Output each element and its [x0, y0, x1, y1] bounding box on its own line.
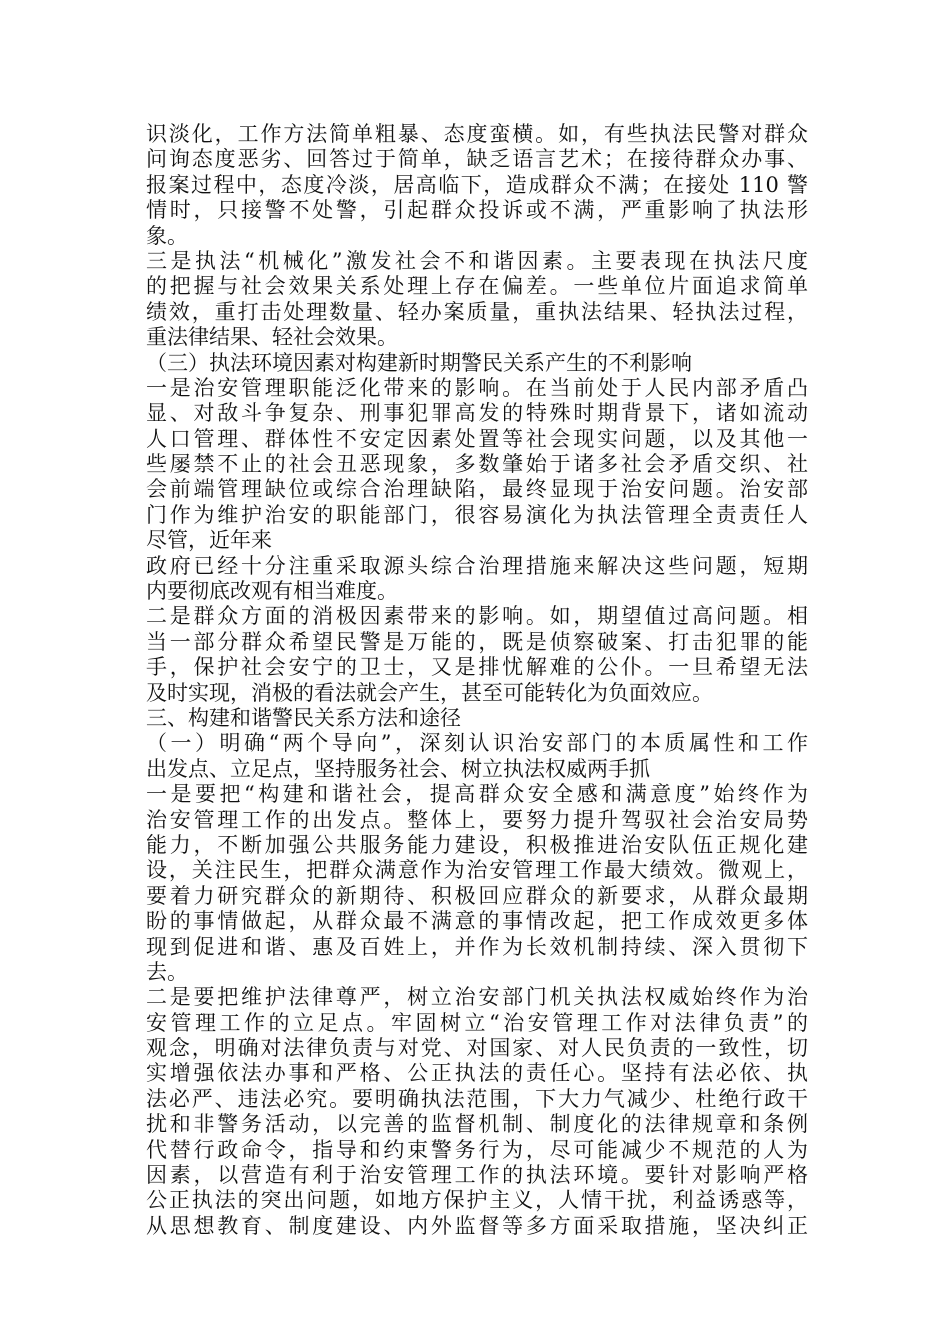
- text-line: 手，保护社会安宁的卫士，又是排忧解难的公仆。一旦希望无法: [146, 655, 808, 680]
- text-line: 能力，不断加强公共服务能力建设，积极推进治安队伍正规化建: [146, 832, 808, 857]
- text-line: 扰和非警务活动，以完善的监督机制、制度化的法律规章和条例: [146, 1112, 808, 1137]
- text-line: 些屡禁不止的社会丑恶现象，多数肇始于诸多社会矛盾交织、社: [146, 452, 808, 477]
- text-line: 政府已经十分注重采取源头综合治理措施来解决这些问题，短期: [146, 553, 808, 578]
- text-line: 三、构建和谐警民关系方法和途径: [146, 705, 461, 730]
- text-line: 观念，明确对法律负责与对党、对国家、对人民负责的一致性，切: [146, 1036, 808, 1061]
- text-line: （一）明确“两个导向”，深刻认识治安部门的本质属性和工作: [146, 731, 808, 756]
- text-line: 情时，只接警不处警，引起群众投诉或不满，严重影响了执法形: [146, 198, 808, 223]
- text-line: 识淡化，工作方法简单粗暴、态度蛮横。如，有些执法民警对群众: [146, 122, 808, 146]
- text-line: 门作为维护治安的职能部门，很容易演化为执法管理全责责任人: [146, 502, 808, 527]
- text-line: 象。: [146, 223, 188, 248]
- text-line: 设，关注民生，把群众满意作为治安管理工作最大绩效。微观上，: [146, 858, 808, 883]
- text-line: 公正执法的突出问题，如地方保护主义，人情干扰，利益诱惑等，: [146, 1188, 808, 1213]
- text-line: 从思想教育、制度建设、内外监督等多方面采取措施，坚决纠正: [146, 1213, 808, 1238]
- text-line: （三）执法环境因素对构建新时期警民关系产生的不利影响: [146, 350, 692, 375]
- text-line: 治安管理工作的出发点。整体上，要努力提升驾驭社会治安局势: [146, 807, 808, 832]
- text-line: 三是执法“机械化”激发社会不和谐因素。主要表现在执法尺度: [146, 248, 808, 273]
- text-line: 问询态度恶劣、回答过于简单，缺乏语言艺术；在接待群众办事、: [146, 147, 808, 172]
- text-line: 重法律结果、轻社会效果。: [146, 325, 398, 350]
- text-line: 绩效，重打击处理数量、轻办案质量，重执法结果、轻执法过程，: [146, 299, 808, 324]
- text-line: 法必严、违法必究。要明确执法范围，下大力气减少、杜绝行政干: [146, 1086, 808, 1111]
- text-line: 代替行政命令，指导和约束警务行为，尽可能减少不规范的人为: [146, 1137, 808, 1162]
- text-line: 实增强依法办事和严格、公正执法的责任心。坚持有法必依、执: [146, 1061, 808, 1086]
- text-line: 显、对敌斗争复杂、刑事犯罪高发的特殊时期背景下，诸如流动: [146, 401, 808, 426]
- document-body: [146, 122, 808, 1239]
- text-line: 人口管理、群体性不安定因素处置等社会现实问题，以及其他一: [146, 426, 808, 451]
- text-line: 及时实现，消极的看法就会产生，甚至可能转化为负面效应。: [146, 680, 713, 705]
- text-line: 报案过程中，态度冷淡，居高临下，造成群众不满；在接处 110 警: [146, 172, 808, 197]
- text-line: 出发点、立足点，坚持服务社会、树立执法权威两手抓: [146, 756, 650, 781]
- text-line: 安管理工作的立足点。牢固树立“治安管理工作对法律负责”的: [146, 1010, 808, 1035]
- text-line: 二是群众方面的消极因素带来的影响。如，期望值过高问题。相: [146, 604, 808, 629]
- text-line: 去。: [146, 959, 188, 984]
- text-line: 内要彻底改观有相当难度。: [146, 579, 398, 604]
- text-line: 当一部分群众希望民警是万能的，既是侦察破案、打击犯罪的能: [146, 629, 808, 654]
- text-line: 盼的事情做起，从群众最不满意的事情改起，把工作成效更多体: [146, 909, 808, 934]
- text-line: 现到促进和谐、惠及百姓上，并作为长效机制持续、深入贯彻下: [146, 934, 808, 959]
- text-line: 要着力研究群众的新期待、积极回应群众的新要求，从群众最期: [146, 883, 808, 908]
- text-line: 一是要把“构建和谐社会，提高群众安全感和满意度”始终作为: [146, 782, 808, 807]
- text-line: 一是治安管理职能泛化带来的影响。在当前处于人民内部矛盾凸: [146, 375, 808, 400]
- text-line: 因素，以营造有利于治安管理工作的执法环境。要针对影响严格: [146, 1163, 808, 1188]
- text-line: 的把握与社会效果关系处理上存在偏差。一些单位片面追求简单: [146, 274, 808, 299]
- text-line: 尽管，近年来: [146, 528, 272, 553]
- text-line: 会前端管理缺位或综合治理缺陷，最终显现于治安问题。治安部: [146, 477, 808, 502]
- text-line: 二是要把维护法律尊严，树立治安部门机关执法权威始终作为治: [146, 985, 808, 1010]
